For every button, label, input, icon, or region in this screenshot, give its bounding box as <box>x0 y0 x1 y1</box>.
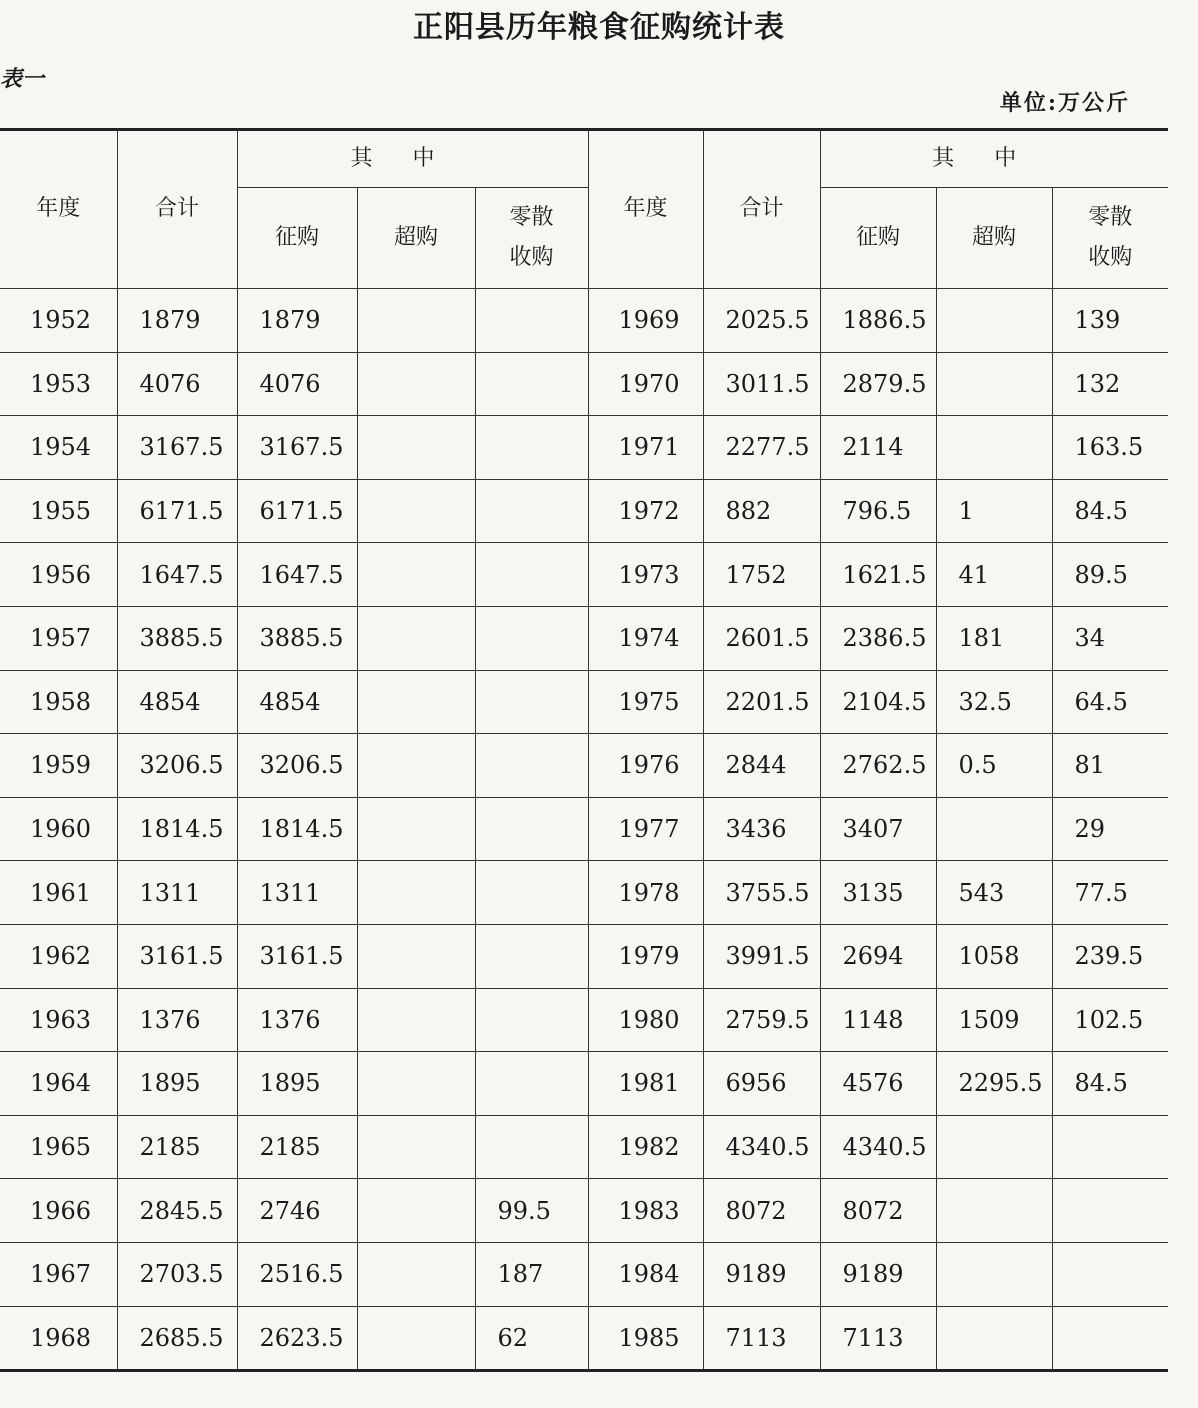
cell-total-left: 1647.5 <box>117 543 237 607</box>
cell-excess-left <box>357 797 475 861</box>
cell-excess-left <box>357 289 475 353</box>
table-row <box>0 606 1168 670</box>
cell-year-right: 1981 <box>588 1052 703 1116</box>
cell-scattered-left <box>475 924 588 988</box>
cell-scattered-left <box>475 734 588 798</box>
cell-total-right: 2759.5 <box>703 988 820 1052</box>
cell-year-left: 1955 <box>0 479 117 543</box>
cell-year-left: 1956 <box>0 543 117 607</box>
cell-excess-left <box>357 543 475 607</box>
cell-scattered-right: 34 <box>1052 606 1168 670</box>
cell-year-left: 1957 <box>0 606 117 670</box>
cell-scattered-right: 29 <box>1052 797 1168 861</box>
cell-excess-right: 1509 <box>936 988 1052 1052</box>
table-row <box>0 479 1168 543</box>
cell-excess-left <box>357 1115 475 1179</box>
cell-year-left: 1961 <box>0 861 117 925</box>
cell-year-right: 1983 <box>588 1179 703 1243</box>
cell-levy-left: 1376 <box>237 988 357 1052</box>
cell-year-left: 1964 <box>0 1052 117 1116</box>
cell-excess-left <box>357 1242 475 1306</box>
header-total-right: 合计 <box>703 130 820 289</box>
cell-total-right: 4340.5 <box>703 1115 820 1179</box>
cell-scattered-right <box>1052 1306 1168 1371</box>
header-scattered-line2: 收购 <box>509 245 554 270</box>
cell-excess-right <box>936 797 1052 861</box>
cell-scattered-left: 187 <box>475 1242 588 1306</box>
cell-scattered-right: 64.5 <box>1052 670 1168 734</box>
cell-excess-right <box>936 1179 1052 1243</box>
cell-total-right: 7113 <box>703 1306 820 1371</box>
cell-year-right: 1974 <box>588 606 703 670</box>
cell-excess-right <box>936 352 1052 416</box>
header-scattered-line1: 零散 <box>509 204 554 230</box>
cell-levy-right: 1621.5 <box>820 543 936 607</box>
cell-scattered-left <box>475 988 588 1052</box>
header-scattered-line2: 收购 <box>1088 245 1133 270</box>
cell-scattered-right: 89.5 <box>1052 543 1168 607</box>
cell-total-right: 2601.5 <box>703 606 820 670</box>
cell-total-right: 9189 <box>703 1242 820 1306</box>
cell-excess-right <box>936 1242 1052 1306</box>
cell-levy-left: 3885.5 <box>237 606 357 670</box>
cell-scattered-left <box>475 1052 588 1116</box>
cell-year-right: 1985 <box>588 1306 703 1371</box>
header-levy-right: 征购 <box>820 188 936 289</box>
cell-year-right: 1980 <box>588 988 703 1052</box>
cell-levy-right: 4576 <box>820 1052 936 1116</box>
cell-levy-right: 2104.5 <box>820 670 936 734</box>
table-row <box>0 543 1168 607</box>
cell-year-left: 1952 <box>0 289 117 353</box>
cell-year-left: 1965 <box>0 1115 117 1179</box>
cell-year-right: 1977 <box>588 797 703 861</box>
cell-total-right: 2025.5 <box>703 289 820 353</box>
header-total-left: 合计 <box>117 130 237 289</box>
cell-total-left: 3161.5 <box>117 924 237 988</box>
cell-total-left: 3167.5 <box>117 416 237 480</box>
cell-excess-right <box>936 289 1052 353</box>
cell-total-right: 2844 <box>703 734 820 798</box>
cell-total-left: 4076 <box>117 352 237 416</box>
table-row <box>0 289 1168 353</box>
cell-scattered-left <box>475 543 588 607</box>
cell-levy-left: 1895 <box>237 1052 357 1116</box>
cell-scattered-left <box>475 606 588 670</box>
cell-total-left: 3885.5 <box>117 606 237 670</box>
cell-levy-left: 3161.5 <box>237 924 357 988</box>
cell-levy-left: 1879 <box>237 289 357 353</box>
cell-scattered-left <box>475 289 588 353</box>
table-row <box>0 988 1168 1052</box>
table-row <box>0 670 1168 734</box>
header-excess-right: 超购 <box>936 188 1052 289</box>
cell-scattered-right: 84.5 <box>1052 1052 1168 1116</box>
table-row <box>0 1242 1168 1306</box>
cell-excess-left <box>357 988 475 1052</box>
cell-scattered-right: 102.5 <box>1052 988 1168 1052</box>
cell-excess-right: 0.5 <box>936 734 1052 798</box>
cell-excess-left <box>357 670 475 734</box>
cell-scattered-right: 163.5 <box>1052 416 1168 480</box>
cell-year-left: 1968 <box>0 1306 117 1371</box>
table-row <box>0 1179 1168 1243</box>
cell-year-right: 1984 <box>588 1242 703 1306</box>
cell-levy-left: 4854 <box>237 670 357 734</box>
header-scattered-left <box>475 188 588 289</box>
cell-scattered-left <box>475 861 588 925</box>
table-row <box>0 416 1168 480</box>
table-row <box>0 797 1168 861</box>
cell-scattered-left: 99.5 <box>475 1179 588 1243</box>
header-scattered-line1: 零散 <box>1088 204 1133 230</box>
table-row <box>0 924 1168 988</box>
cell-total-right: 6956 <box>703 1052 820 1116</box>
cell-levy-left: 1647.5 <box>237 543 357 607</box>
header-group-left: 其中 <box>237 130 588 188</box>
cell-scattered-left <box>475 479 588 543</box>
cell-excess-right: 2295.5 <box>936 1052 1052 1116</box>
cell-year-left: 1953 <box>0 352 117 416</box>
header-levy-left: 征购 <box>237 188 357 289</box>
header-year-right: 年度 <box>588 130 703 289</box>
header-year-left: 年度 <box>0 130 117 289</box>
cell-total-right: 1752 <box>703 543 820 607</box>
cell-year-right: 1971 <box>588 416 703 480</box>
header-group-right: 其中 <box>820 130 1168 188</box>
table-label: 表一 <box>0 66 45 92</box>
cell-total-left: 3206.5 <box>117 734 237 798</box>
cell-year-right: 1970 <box>588 352 703 416</box>
cell-excess-left <box>357 606 475 670</box>
cell-levy-right: 4340.5 <box>820 1115 936 1179</box>
header-excess-left: 超购 <box>357 188 475 289</box>
cell-year-left: 1960 <box>0 797 117 861</box>
cell-excess-right: 1 <box>936 479 1052 543</box>
cell-year-left: 1954 <box>0 416 117 480</box>
cell-year-right: 1973 <box>588 543 703 607</box>
cell-levy-left: 2623.5 <box>237 1306 357 1371</box>
cell-levy-right: 8072 <box>820 1179 936 1243</box>
cell-excess-right: 32.5 <box>936 670 1052 734</box>
cell-year-right: 1982 <box>588 1115 703 1179</box>
cell-levy-right: 3135 <box>820 861 936 925</box>
cell-excess-right <box>936 416 1052 480</box>
cell-levy-right: 2386.5 <box>820 606 936 670</box>
table-row <box>0 1115 1168 1179</box>
cell-levy-right: 1886.5 <box>820 289 936 353</box>
table-body <box>0 289 1168 1371</box>
cell-excess-right <box>936 1306 1052 1371</box>
cell-total-left: 1814.5 <box>117 797 237 861</box>
cell-levy-right: 2114 <box>820 416 936 480</box>
cell-excess-right: 41 <box>936 543 1052 607</box>
cell-scattered-left <box>475 670 588 734</box>
cell-year-left: 1967 <box>0 1242 117 1306</box>
cell-levy-left: 3206.5 <box>237 734 357 798</box>
cell-scattered-right: 139 <box>1052 289 1168 353</box>
table-row <box>0 352 1168 416</box>
cell-total-left: 1311 <box>117 861 237 925</box>
cell-levy-left: 1311 <box>237 861 357 925</box>
cell-levy-right: 2762.5 <box>820 734 936 798</box>
cell-year-left: 1962 <box>0 924 117 988</box>
cell-year-right: 1976 <box>588 734 703 798</box>
cell-scattered-right: 77.5 <box>1052 861 1168 925</box>
cell-total-left: 2685.5 <box>117 1306 237 1371</box>
cell-levy-right: 7113 <box>820 1306 936 1371</box>
page-title: 正阳县历年粮食征购统计表 <box>413 10 785 45</box>
cell-excess-right <box>936 1115 1052 1179</box>
cell-scattered-left <box>475 797 588 861</box>
cell-levy-left: 2516.5 <box>237 1242 357 1306</box>
cell-total-left: 6171.5 <box>117 479 237 543</box>
table-row <box>0 861 1168 925</box>
cell-year-left: 1966 <box>0 1179 117 1243</box>
cell-total-right: 2201.5 <box>703 670 820 734</box>
cell-excess-right: 181 <box>936 606 1052 670</box>
cell-excess-left <box>357 479 475 543</box>
header-scattered-right <box>1052 188 1168 289</box>
cell-levy-left: 3167.5 <box>237 416 357 480</box>
cell-year-right: 1969 <box>588 289 703 353</box>
cell-levy-right: 9189 <box>820 1242 936 1306</box>
cell-levy-left: 6171.5 <box>237 479 357 543</box>
cell-excess-left <box>357 1306 475 1371</box>
cell-total-right: 8072 <box>703 1179 820 1243</box>
cell-total-right: 3011.5 <box>703 352 820 416</box>
cell-year-right: 1978 <box>588 861 703 925</box>
cell-levy-left: 2185 <box>237 1115 357 1179</box>
cell-year-right: 1972 <box>588 479 703 543</box>
cell-excess-left <box>357 734 475 798</box>
cell-levy-right: 2694 <box>820 924 936 988</box>
cell-total-left: 1895 <box>117 1052 237 1116</box>
cell-scattered-right <box>1052 1179 1168 1243</box>
cell-scattered-left <box>475 352 588 416</box>
cell-total-right: 3991.5 <box>703 924 820 988</box>
table-row <box>0 1306 1168 1371</box>
cell-scattered-left: 62 <box>475 1306 588 1371</box>
cell-total-right: 882 <box>703 479 820 543</box>
cell-year-left: 1963 <box>0 988 117 1052</box>
cell-excess-left <box>357 861 475 925</box>
cell-scattered-right <box>1052 1115 1168 1179</box>
table-row <box>0 1052 1168 1116</box>
cell-excess-right: 543 <box>936 861 1052 925</box>
unit-label: 单位:万公斤 <box>999 90 1130 116</box>
cell-total-right: 3755.5 <box>703 861 820 925</box>
cell-excess-right: 1058 <box>936 924 1052 988</box>
cell-levy-right: 2879.5 <box>820 352 936 416</box>
table-row <box>0 734 1168 798</box>
cell-levy-left: 1814.5 <box>237 797 357 861</box>
cell-total-left: 2845.5 <box>117 1179 237 1243</box>
cell-scattered-right: 84.5 <box>1052 479 1168 543</box>
cell-total-right: 2277.5 <box>703 416 820 480</box>
cell-year-right: 1975 <box>588 670 703 734</box>
cell-scattered-right: 81 <box>1052 734 1168 798</box>
cell-total-left: 1376 <box>117 988 237 1052</box>
cell-year-left: 1959 <box>0 734 117 798</box>
cell-total-left: 4854 <box>117 670 237 734</box>
cell-excess-left <box>357 1179 475 1243</box>
cell-excess-left <box>357 924 475 988</box>
cell-scattered-left <box>475 416 588 480</box>
cell-levy-right: 1148 <box>820 988 936 1052</box>
cell-levy-right: 796.5 <box>820 479 936 543</box>
cell-total-left: 1879 <box>117 289 237 353</box>
cell-levy-left: 4076 <box>237 352 357 416</box>
grain-purchase-table <box>0 128 1168 1372</box>
cell-excess-left <box>357 416 475 480</box>
cell-excess-left <box>357 1052 475 1116</box>
cell-excess-left <box>357 352 475 416</box>
cell-scattered-right <box>1052 1242 1168 1306</box>
cell-levy-right: 3407 <box>820 797 936 861</box>
cell-scattered-right: 132 <box>1052 352 1168 416</box>
cell-year-left: 1958 <box>0 670 117 734</box>
cell-total-left: 2185 <box>117 1115 237 1179</box>
cell-scattered-right: 239.5 <box>1052 924 1168 988</box>
cell-year-right: 1979 <box>588 924 703 988</box>
cell-scattered-left <box>475 1115 588 1179</box>
cell-total-left: 2703.5 <box>117 1242 237 1306</box>
cell-levy-left: 2746 <box>237 1179 357 1243</box>
cell-total-right: 3436 <box>703 797 820 861</box>
